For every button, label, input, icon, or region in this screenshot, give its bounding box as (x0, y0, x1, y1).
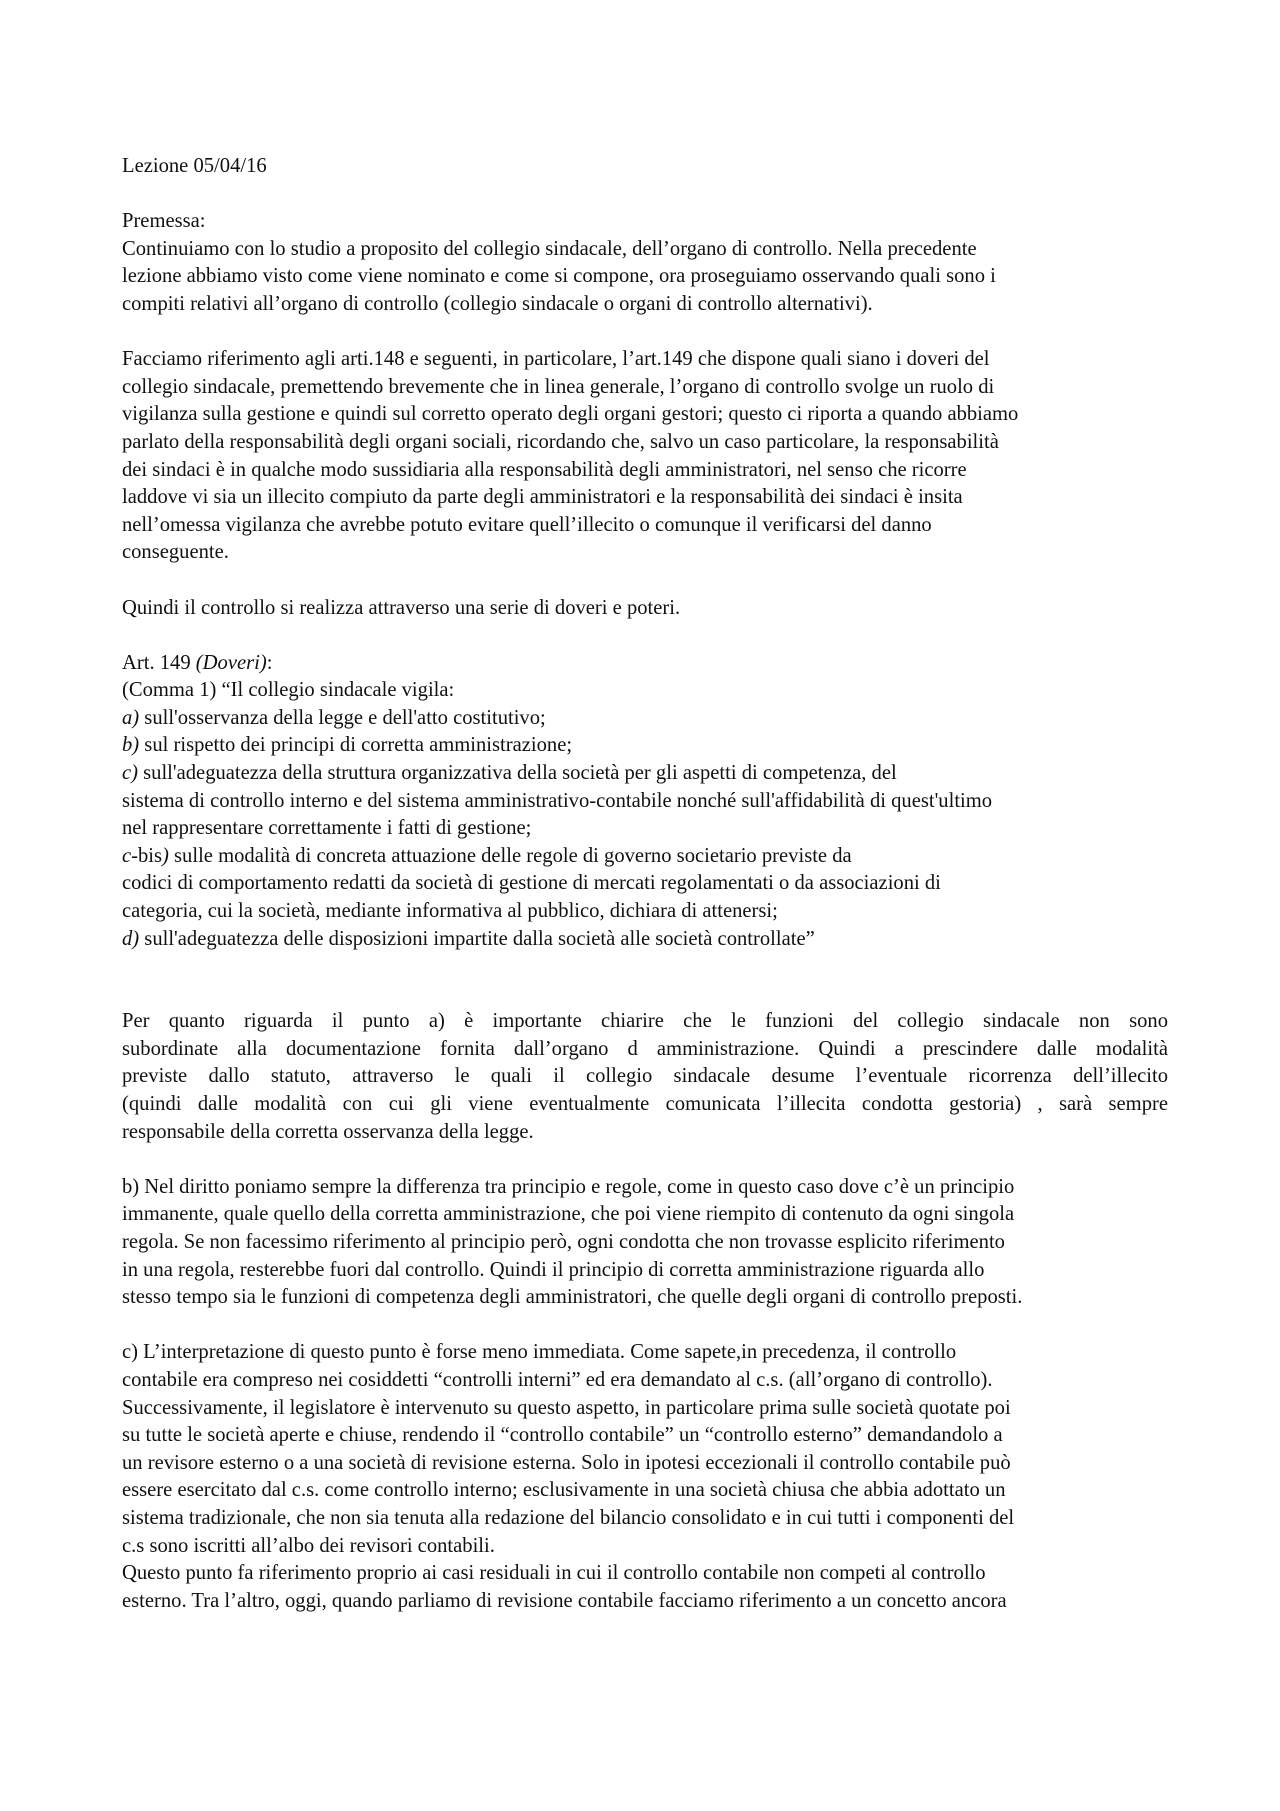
text-line: compiti relativi all’organo di controllo (collegio sindacale o organi di controllo alternativi). (122, 292, 873, 315)
spacer (122, 567, 1168, 595)
item-text: sul rispetto dei principi di corretta amministrazione; (139, 734, 573, 757)
text-line: conseguente. (122, 541, 229, 564)
item-letter-paren: ) (162, 844, 169, 867)
art149-item-a (122, 705, 1168, 733)
spacer (122, 1312, 1168, 1340)
text-line: contabile era compreso nei cosiddetti “controlli interni” ed era demandato al c.s. (all’organo di controllo). (122, 1368, 993, 1391)
art149-heading-prefix: Art. 149 (122, 651, 196, 674)
text-line: responsabile della corretta osservanza della legge. (122, 1120, 534, 1143)
item-letter: c (122, 844, 132, 867)
text-line: essere esercitato dal c.s. come controllo interno; esclusivamente in una società chiusa che abbia adottato un (122, 1479, 1006, 1502)
item-text: sull'osservanza della legge e dell'atto costitutivo; (139, 706, 546, 729)
art149-item-cbis-line3: categoria, cui la società, mediante informativa al pubblico, dichiara di attenersi; (122, 900, 778, 923)
text-line: c) L’interpretazione di questo punto è forse meno immediata. Come sapete,in precedenza, il controllo (122, 1341, 957, 1364)
item-text: sulle modalità di concreta attuazione delle regole di governo societario previste da (168, 844, 852, 867)
spacer (122, 181, 1168, 209)
quindi-sentence: Quindi il controllo si realizza attraverso una serie di doveri e poteri. (122, 596, 681, 619)
item-letter: b) (122, 734, 140, 757)
spacer (122, 319, 1168, 347)
art149-item-cbis-line2: codici di comportamento redatti da società di gestione di mercati regolamentati o da associazioni di (122, 872, 941, 895)
text-line: nell’omessa vigilanza che avrebbe potuto evitare quell’illecito o comunque il verificarsi del danno (122, 513, 932, 536)
text-line: su tutte le società aperte e chiuse, rendendo il “controllo contabile” un “controllo esterno” demandandolo a (122, 1424, 1003, 1447)
text-line: Per quanto riguarda il punto a) è importante chiarire che le funzioni del collegio sindacale non sono (122, 1010, 1168, 1033)
art149-item-c-line3: nel rappresentare correttamente i fatti di gestione; (122, 817, 532, 840)
spacer (122, 622, 1168, 650)
art149-item-d (122, 926, 1168, 954)
item-text: sull'adeguatezza della struttura organizzativa della società per gli aspetti di competenza, del (138, 762, 897, 785)
text-line: sistema tradizionale, che non sia tenuta alla redazione del bilancio consolidato e in cui tutti i componenti del (122, 1506, 1015, 1529)
art149-heading (122, 650, 1168, 678)
text-line: vigilanza sulla gestione e quindi sul corretto operato degli organi gestori; questo ci riporta a quando abbiamo (122, 403, 1019, 426)
text-line: subordinate alla documentazione fornita dall’organo d amministrazione. Quindi a prescindere dalle modalità (122, 1037, 1168, 1060)
art149-item-c (122, 760, 1168, 788)
item-letter: a) (122, 706, 140, 729)
document-page (122, 153, 1168, 1615)
text-line: previste dallo statuto, attraverso le quali il collegio sindacale desume l’eventuale ricorrenza dell’illecito (122, 1065, 1168, 1088)
riferimento-paragraph (122, 346, 1168, 567)
spacer (122, 1146, 1168, 1174)
art149-item-b (122, 732, 1168, 760)
spacer (122, 953, 1168, 1008)
text-line: regola. Se non facessimo riferimento al principio però, ogni condotta che non trovasse esplicito riferimento (122, 1230, 1005, 1253)
text-line: (quindi dalle modalità con cui gli viene eventualmente comunicata l’illecita condotta gestoria) , sarà sempre (122, 1093, 1168, 1115)
punto-c-paragraph (122, 1339, 1168, 1615)
text-line: Questo punto fa riferimento proprio ai casi residuali in cui il controllo contabile non competi al controllo (122, 1562, 986, 1585)
art149-block (122, 650, 1168, 954)
text-line: Continuiamo con lo studio a proposito del collegio sindacale, dell’organo di controllo. Nella precedente (122, 237, 977, 260)
text-line: c.s sono iscritti all’albo dei revisori contabili. (122, 1534, 495, 1557)
text-line: un revisore esterno o a una società di revisione esterna. Solo in ipotesi eccezionali il controllo contabile può (122, 1451, 1011, 1474)
art149-item-c-line2: sistema di controllo interno e del sistema amministrativo-contabile nonché sull'affidabilità di quest'ultimo (122, 789, 993, 812)
text-line: esterno. Tra l’altro, oggi, quando parliamo di revisione contabile facciamo riferimento a un concetto ancora (122, 1589, 1007, 1612)
text-line: immanente, quale quello della corretta amministrazione, che poi viene riempito di contenuto da ogni singola (122, 1203, 1015, 1226)
text-line: laddove vi sia un illecito compiuto da parte degli amministratori e la responsabilità dei sindaci è insita (122, 486, 963, 509)
punto-b-paragraph (122, 1174, 1168, 1312)
text-line: in una regola, resterebbe fuori dal controllo. Quindi il principio di corretta amministrazione riguarda allo (122, 1258, 985, 1281)
art149-heading-suffix: : (266, 651, 273, 674)
text-line: lezione abbiamo visto come viene nominato e come si compone, ora proseguiamo osservando quali sono i (122, 265, 996, 288)
art149-item-cbis (122, 843, 1168, 871)
punto-a-paragraph (122, 1008, 1168, 1146)
text-line: collegio sindacale, premettendo brevemente che in linea generale, l’organo di controllo svolge un ruolo di (122, 375, 995, 398)
item-text: sull'adeguatezza delle disposizioni impartite dalla società alle società controllate” (139, 927, 815, 950)
text-line: Successivamente, il legislatore è intervenuto su questo aspetto, in particolare prima sulle società quotate poi (122, 1396, 1011, 1419)
art149-heading-italic: (Doveri) (195, 651, 267, 674)
premessa-paragraph (122, 236, 1168, 319)
text-line: b) Nel diritto poniamo sempre la differenza tra principio e regole, come in questo caso dove c’è un principio (122, 1175, 1015, 1198)
text-line: dei sindaci è in qualche modo sussidiaria alla responsabilità degli amministratori, nel senso che ricorre (122, 458, 967, 481)
item-letter: d) (122, 927, 140, 950)
premessa-heading: Premessa: (122, 210, 206, 233)
item-letter: c) (122, 762, 138, 785)
text-line: parlato della responsabilità degli organi sociali, ricordando che, salvo un caso particolare, la responsabilità (122, 430, 999, 453)
text-line: stesso tempo sia le funzioni di competenza degli amministratori, che quelle degli organi di controllo preposti. (122, 1286, 1023, 1309)
text-line: Facciamo riferimento agli arti.148 e seguenti, in particolare, l’art.149 che dispone quali siano i doveri del (122, 348, 990, 371)
art149-comma: (Comma 1) “Il collegio sindacale vigila: (122, 679, 455, 702)
item-letter-suffix: -bis (131, 844, 163, 867)
lesson-title: Lezione 05/04/16 (122, 155, 267, 177)
